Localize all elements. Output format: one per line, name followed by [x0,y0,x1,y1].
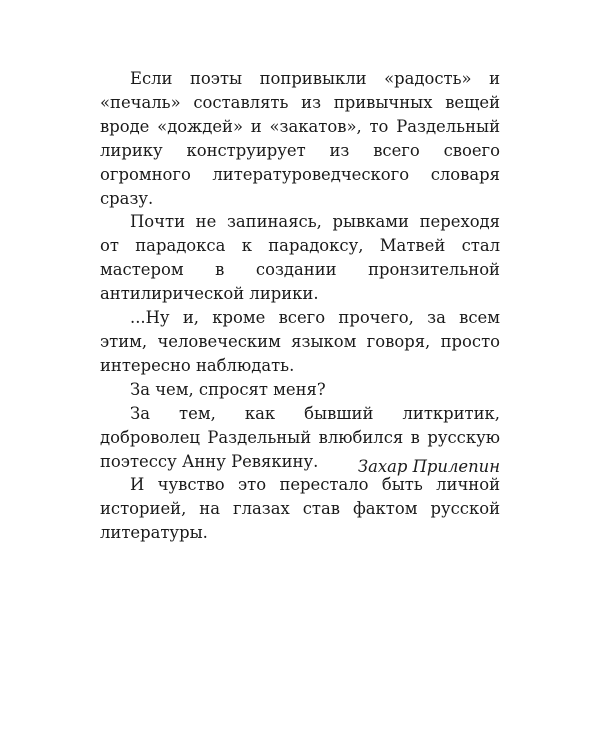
paragraph-5: За тем, как бывший литкритик, доброволец Раздельный влюбился в русскую поэтессу Анну Ревякину. [100,403,500,471]
paragraph-6: И чувство это перестало быть личной историей, на глазах став фактом русской литературы. [100,475,500,543]
paragraph-1: Если поэты попривыкли «радость» и «печаль» составлять из привычных вещей вроде «дождей» и «закатов», то Раздельный лирику конструирует из всего своего огромного литературоведческого словаря сразу. [100,69,500,208]
paragraph-3: ...Ну и, кроме всего прочего, за всем этим, человеческим языком говоря, просто интересно наблюдать. [100,308,500,375]
paragraph-4: За чем, спросят меня? [130,379,326,399]
author-signature: Захар Прилепин [357,457,500,476]
paragraph-2: Почти не запинаясь, рывками переходя от парадокса к парадоксу, Матвей стал мастером в создании пронзительной антилирической лирики. [100,212,500,304]
